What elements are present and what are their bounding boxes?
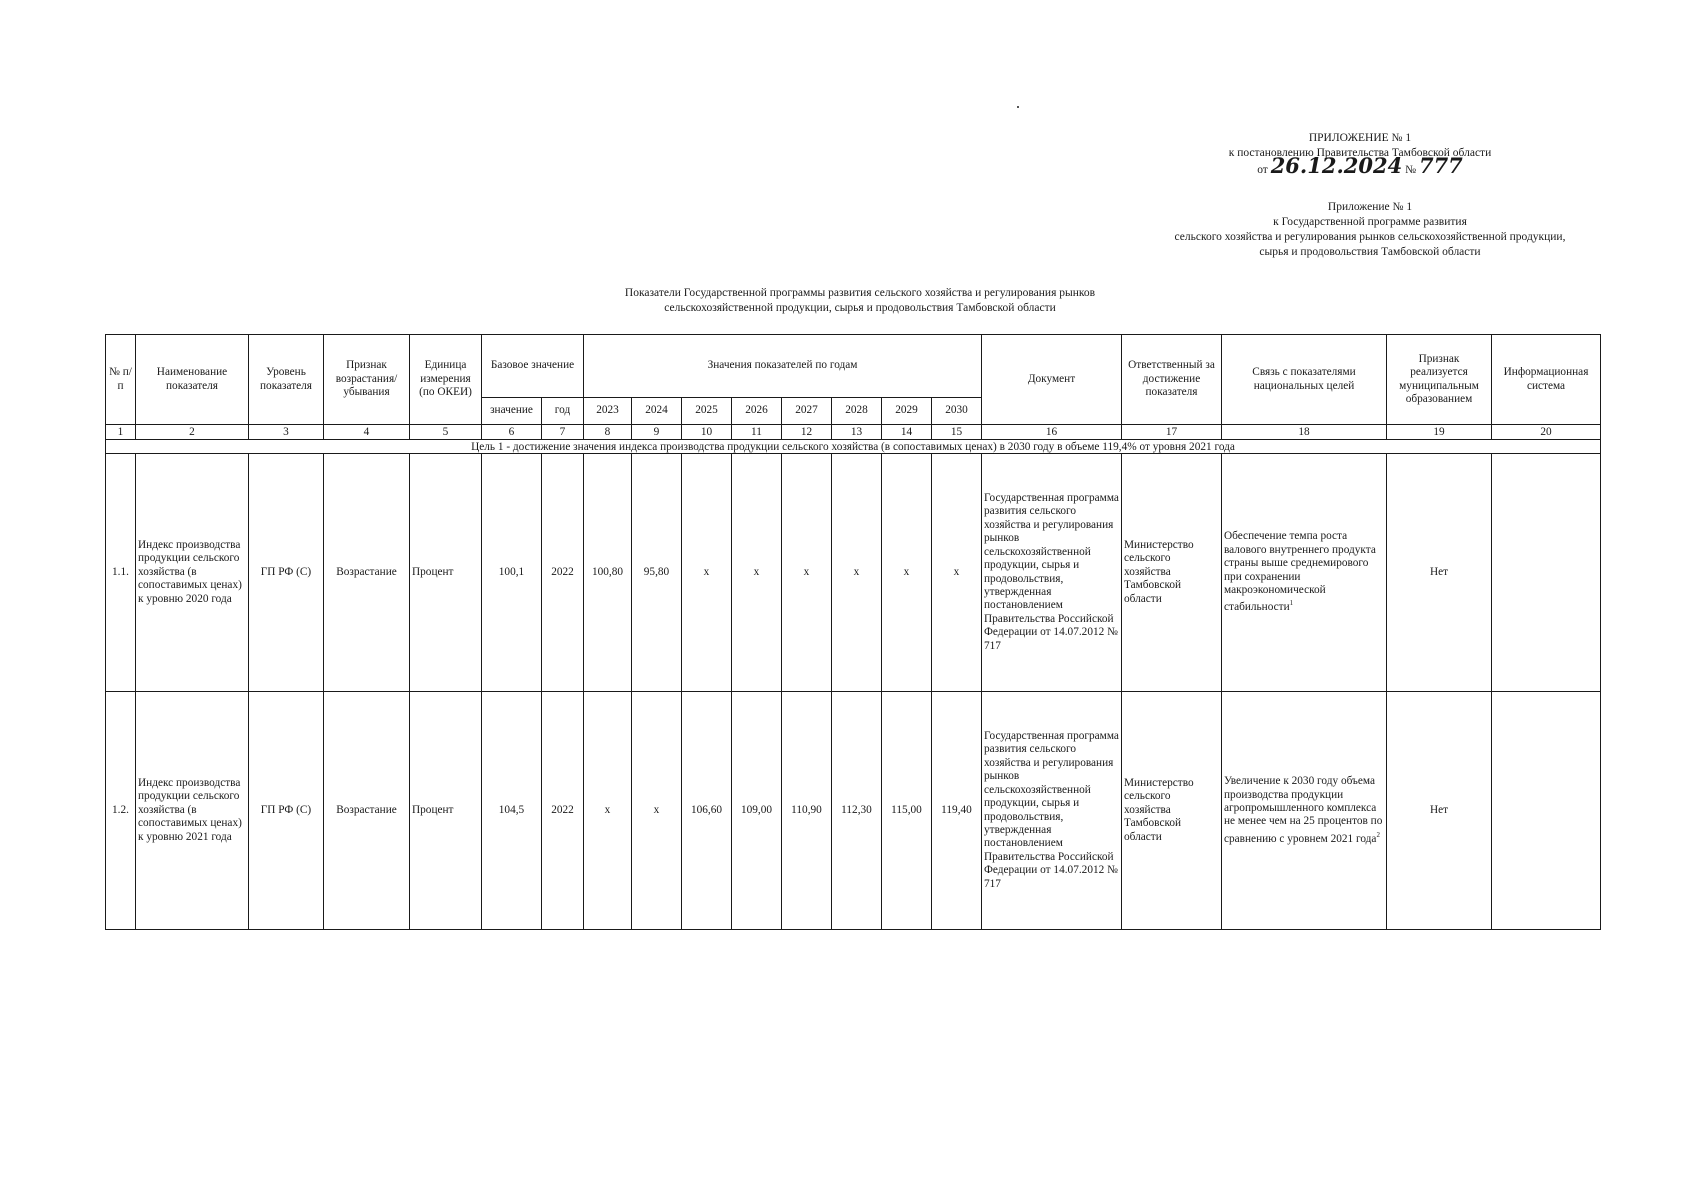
column-number: 15 [932,425,982,440]
column-number: 6 [482,425,542,440]
row-sign: Возрастание [324,454,410,692]
header-year: 2024 [632,398,682,425]
header-year: 2028 [832,398,882,425]
column-number: 3 [249,425,324,440]
row-num: 1.2. [106,692,136,930]
header-base: Базовое значение [482,335,584,398]
row-unit: Процент [410,454,482,692]
column-number: 9 [632,425,682,440]
row-infosystem [1492,454,1601,692]
row-value-2029: 115,00 [882,692,932,930]
column-number: 10 [682,425,732,440]
header-years-group: Значения показателей по годам [584,335,982,398]
column-number: 20 [1492,425,1601,440]
header-base-value: значение [482,398,542,425]
column-number: 12 [782,425,832,440]
column-number: 18 [1222,425,1387,440]
document-title [430,286,1290,316]
appendix-block [1200,131,1520,178]
footnote-mark: 1 [1289,599,1294,608]
number-prefix: № [1405,164,1417,176]
header-municipal: Признак реализуется муниципальным образованием [1387,335,1492,425]
header-year: 2023 [584,398,632,425]
table-row [106,692,1601,930]
row-base-value: 104,5 [482,692,542,930]
row-value-2023: 100,80 [584,454,632,692]
goal-text: Цель 1 - достижение значения индекса производства продукции сельского хозяйства (в сопоставимых ценах) в 2030 году в объеме 119,4% от уровня 2021 года [106,440,1601,454]
column-number: 5 [410,425,482,440]
row-base-year: 2022 [542,454,584,692]
column-number: 7 [542,425,584,440]
row-level: ГП РФ (С) [249,692,324,930]
handwritten-date: 26.12.2024 [1270,153,1403,178]
row-unit: Процент [410,692,482,930]
row-value-2026: х [732,454,782,692]
appendix-to: к постановлению Правительства Тамбовской области [1228,147,1492,159]
row-level: ГП РФ (С) [249,454,324,692]
row-municipal: Нет [1387,692,1492,930]
row-name: Индекс производства продукции сельского хозяйства (в сопоставимых ценах) к уровню 2020 года [136,454,249,692]
appendix-title: ПРИЛОЖЕНИЕ № 1 [1308,132,1412,144]
row-link-cell [1222,454,1387,692]
header-level: Уровень показателя [249,335,324,425]
header-unit: Единица измерения (по ОКЕИ) [410,335,482,425]
row-value-2030: 119,40 [932,692,982,930]
column-number: 1 [106,425,136,440]
header-year: 2029 [882,398,932,425]
document-title-line-1: Показатели Государственной программы развития сельского хозяйства и регулирования рынков [624,287,1096,299]
table-row [106,454,1601,692]
row-value-2025: 106,60 [682,692,732,930]
row-value-2028: 112,30 [832,692,882,930]
row-value-2026: 109,00 [732,692,782,930]
row-value-2030: х [932,454,982,692]
row-value-2023: х [584,692,632,930]
header-num: № п/п [106,335,136,425]
header-name: Наименование показателя [136,335,249,425]
footnote-mark: 2 [1376,830,1380,839]
annex-block [1120,200,1620,260]
row-document: Государственная программа развития сельского хозяйства и регулирования рынков сельскохозяйственной продукции, сырья и продовольствия, утвержденная постановлением Правительства Российской Федерации от 14.07.2012 № 717 [982,692,1122,930]
row-value-2027: 110,90 [782,692,832,930]
goal-row [106,440,1601,454]
header-base-year: год [542,398,584,425]
row-link: Обеспечение темпа роста валового внутреннего продукта страны выше среднемирового при сохранении макроэкономической стабильности [1224,530,1376,614]
annex-line-2: сельского хозяйства и регулирования рынков сельскохозяйственной продукции, [1174,231,1566,243]
annex-title: Приложение № 1 [1327,201,1413,213]
row-sign: Возрастание [324,692,410,930]
row-infosystem [1492,692,1601,930]
row-base-year: 2022 [542,692,584,930]
column-number: 19 [1387,425,1492,440]
header-link: Связь с показателями национальных целей [1222,335,1387,425]
header-year: 2025 [682,398,732,425]
row-value-2024: 95,80 [632,454,682,692]
column-number: 16 [982,425,1122,440]
header-year: 2030 [932,398,982,425]
header-sign: Признак возрастания/убывания [324,335,410,425]
row-base-value: 100,1 [482,454,542,692]
document-title-line-2: сельскохозяйственной продукции, сырья и продовольствия Тамбовской области [664,302,1056,314]
annex-line-1: к Государственной программе развития [1273,216,1467,228]
column-number: 17 [1122,425,1222,440]
column-number: 4 [324,425,410,440]
row-value-2024: х [632,692,682,930]
row-responsible: Министерство сельского хозяйства Тамбовской области [1122,692,1222,930]
column-number: 13 [832,425,882,440]
row-link: Увеличение к 2030 году объема производства продукции агропромышленного комплекса не менее чем на 25 процентов по сравнению с уровнем 2021 года [1224,775,1383,845]
row-value-2028: х [832,454,882,692]
row-value-2025: х [682,454,732,692]
row-value-2029: х [882,454,932,692]
row-name: Индекс производства продукции сельского хозяйства (в сопоставимых ценах) к уровню 2021 года [136,692,249,930]
scan-speck [1017,106,1019,108]
date-prefix: от [1257,164,1268,176]
column-number: 11 [732,425,782,440]
column-number: 2 [136,425,249,440]
column-number: 8 [584,425,632,440]
header-document: Документ [982,335,1122,425]
row-document: Государственная программа развития сельского хозяйства и регулирования рынков сельскохозяйственной продукции, сырья и продовольствия, утвержденная постановлением Правительства Российской Федерации от 14.07.2012 № 717 [982,454,1122,692]
header-infosystem: Информационная система [1492,335,1601,425]
handwritten-number: 777 [1418,153,1463,178]
row-responsible: Министерство сельского хозяйства Тамбовской области [1122,454,1222,692]
annex-line-3: сырья и продовольствия Тамбовской области [1259,246,1481,258]
header-year: 2027 [782,398,832,425]
indicators-table [105,334,1601,930]
row-municipal: Нет [1387,454,1492,692]
column-numbers-row [106,425,1601,440]
row-link-cell [1222,692,1387,930]
row-value-2027: х [782,454,832,692]
row-num: 1.1. [106,454,136,692]
column-number: 14 [882,425,932,440]
header-responsible: Ответственный за достижение показателя [1122,335,1222,425]
header-year: 2026 [732,398,782,425]
